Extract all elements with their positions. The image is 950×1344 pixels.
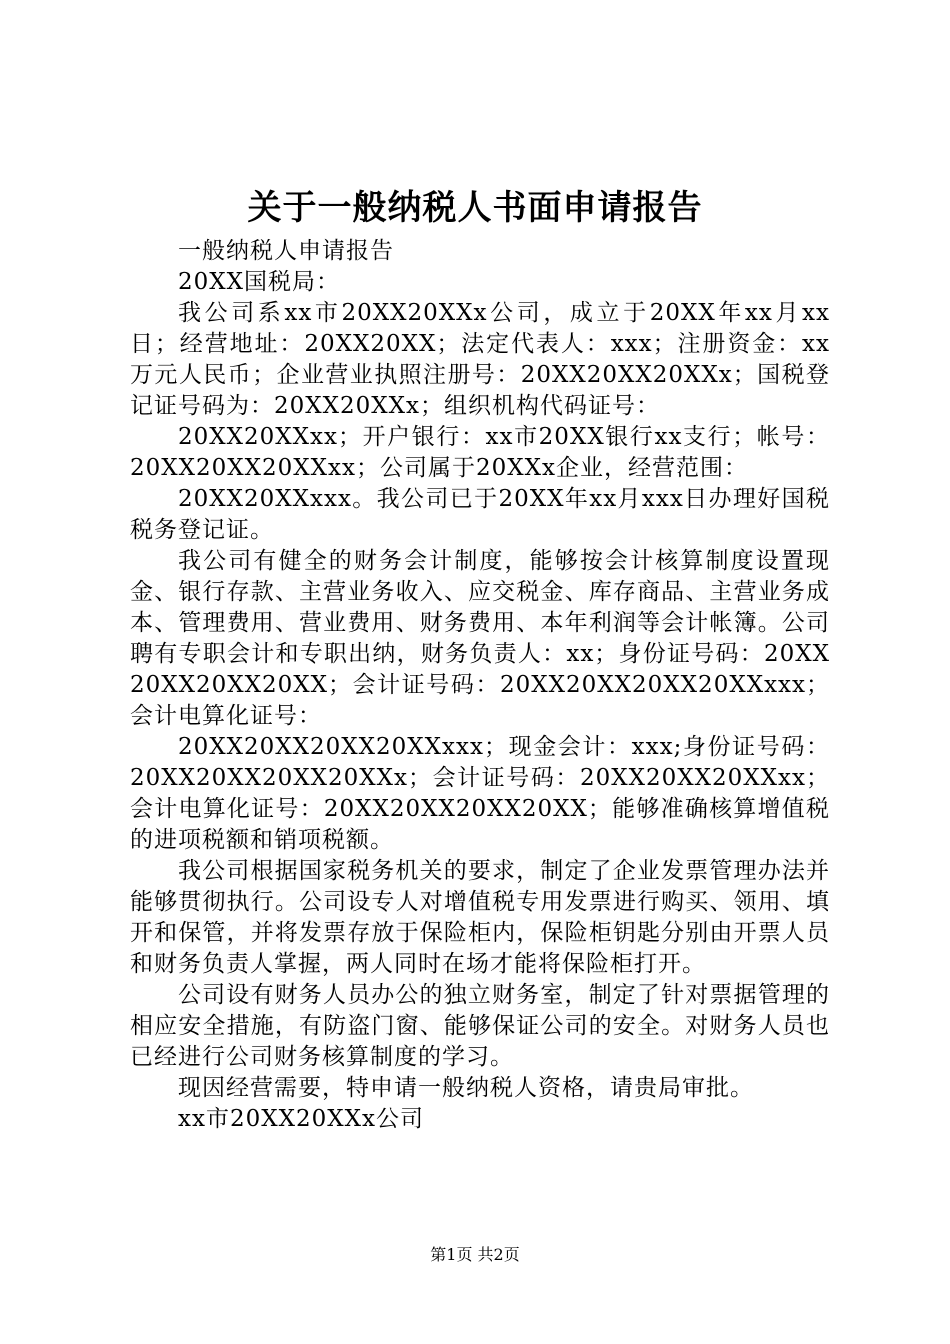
document-body: [130, 236, 830, 1135]
paragraph: 我公司根据国家税务机关的要求，制定了企业发票管理办法并能够贯彻执行。公司设专人对增值税专用发票进行购买、领用、填开和保管，并将发票存放于保险柜内，保险柜钥匙分别由开票人员和财务负责人掌握，两人同时在场才能将保险柜打开。: [130, 858, 830, 977]
paragraph: 一般纳税人申请报告: [178, 238, 394, 264]
paragraph: 20XX20XX20XX20XXxxx；现金会计：xxx;身份证号码：20XX20XX20XX20XXx；会计证号码：20XX20XX20XXxx；会计电算化证号：20XX20XX20XX20XX；能够准确核算增值税的进项税额和销项税额。: [130, 734, 830, 853]
paragraph: 现因经营需要，特申请一般纳税人资格，请贵局审批。: [178, 1075, 754, 1101]
paragraph: 我公司系xx市20XX20XXx公司，成立于20XX年xx月xx日；经营地址：20XX20XX；法定代表人：xxx；注册资金：xx万元人民币；企业营业执照注册号：20XX20XX20XXx；国税登记证号码为：20XX20XXx；组织机构代码证号：: [130, 300, 830, 419]
paragraph: 20XX20XXxxx。我公司已于20XX年xx月xxx日办理好国税税务登记证。: [130, 486, 830, 543]
paragraph: 20XX国税局：: [178, 269, 341, 295]
document-title: 关于一般纳税人书面申请报告: [247, 188, 703, 228]
page-footer: 第1页 共2页: [430, 1245, 520, 1264]
paragraph: 20XX20XXxx；开户银行：xx市20XX银行xx支行；帐号：20XX20XX20XXxx；公司属于20XXx企业，经营范围：: [130, 424, 830, 481]
signature-line: xx市20XX20XXx公司: [178, 1106, 424, 1132]
paragraph: 公司设有财务人员办公的独立财务室，制定了针对票据管理的相应安全措施，有防盗门窗、能够保证公司的安全。对财务人员也已经进行公司财务核算制度的学习。: [130, 982, 830, 1070]
paragraph: 我公司有健全的财务会计制度，能够按会计核算制度设置现金、银行存款、主营业务收入、应交税金、库存商品、主营业务成本、管理费用、营业费用、财务费用、本年利润等会计帐簿。公司聘有专职会计和专职出纳，财务负责人：xx；身份证号码：20XX20XX20XX20XX；会计证号码：20XX20XX20XX20XXxxx；会计电算化证号：: [130, 548, 830, 729]
